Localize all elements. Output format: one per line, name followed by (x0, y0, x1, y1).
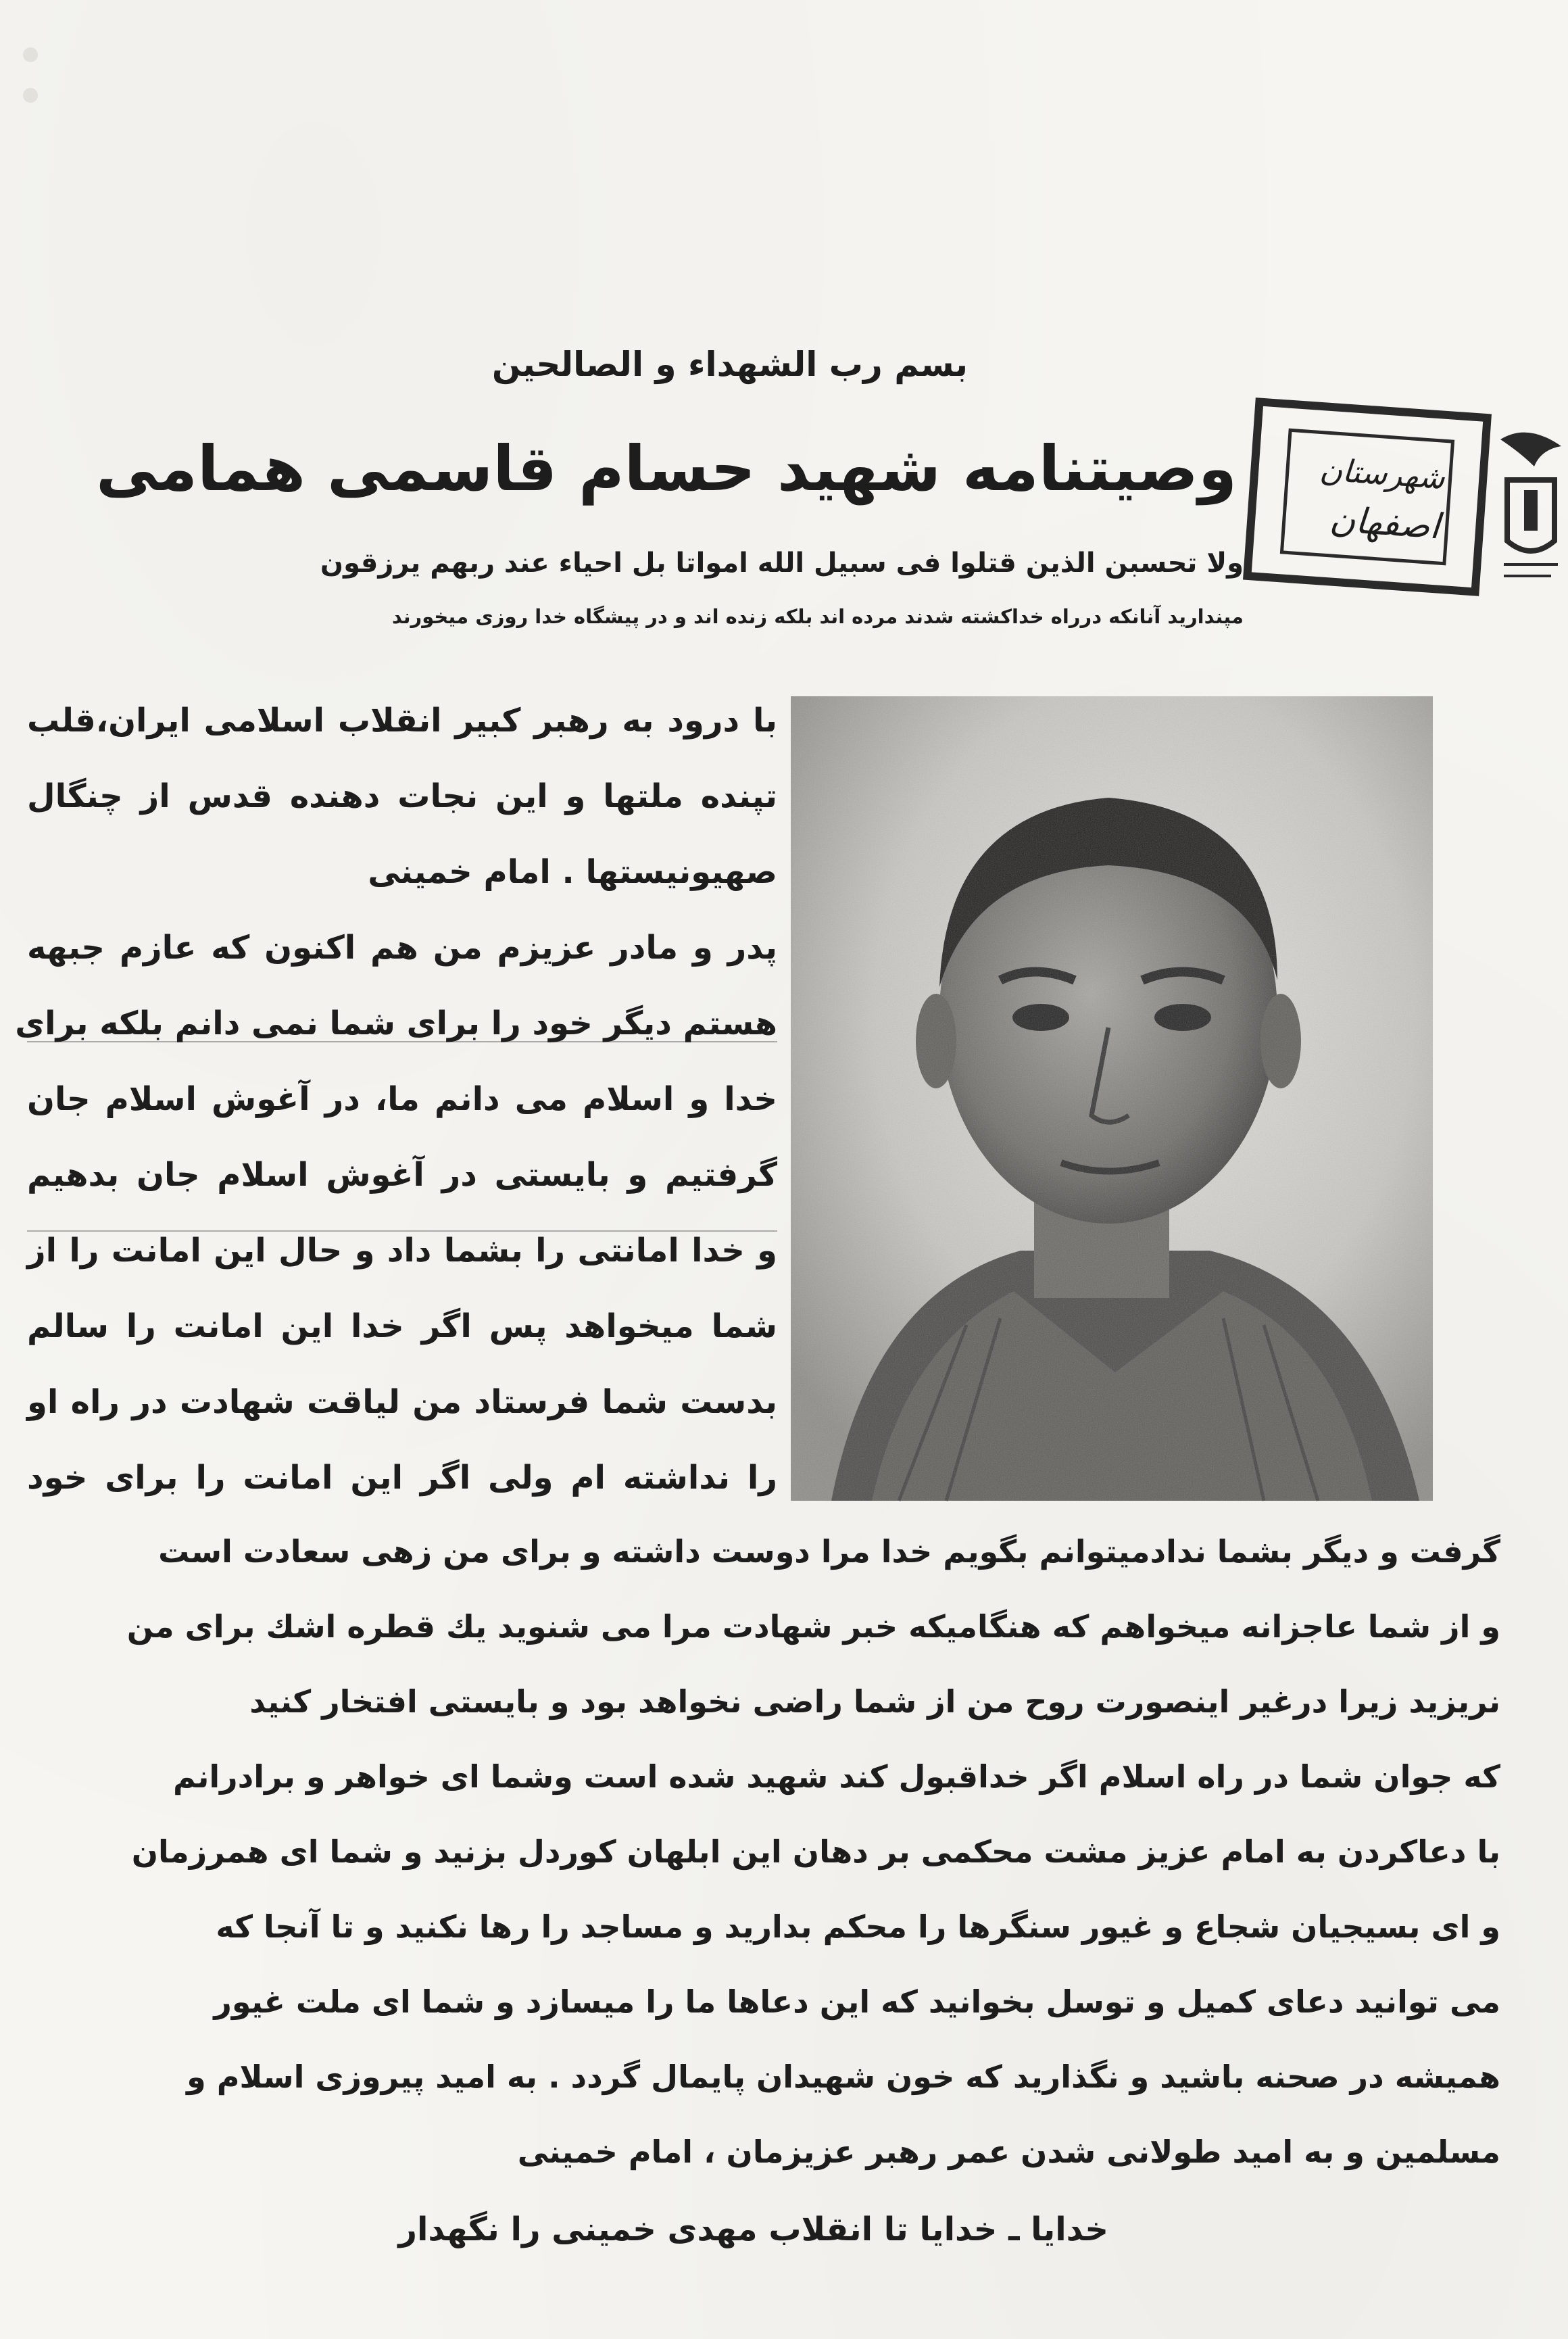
text-line: و ای بسیجیان شجاع و غیور سنگرها را محکم بدارید و مساجد را رها نکنید و تا آنجا که (216, 1908, 1500, 1945)
text-line: گرفتیم و بایستی در آغوش اسلام جان بدهیم (27, 1156, 777, 1194)
quran-verse: ولا تحسبن الذين قتلوا فی سبيل الله امواتا بل احياء عند ربهم يرزقون (320, 548, 1244, 579)
testament-text-full (126, 1514, 1500, 2190)
city-stamp (1243, 397, 1492, 596)
text-line: و از شما عاجزانه میخواهم که هنگامیکه خبر شهادت مرا می شنوید یك قطره اشك برای من (126, 1608, 1500, 1645)
text-line: می توانید دعای کمیل و توسل بخوانید که این دعاها ما را میسازد و شما ای ملت غیور (214, 1983, 1500, 2020)
text-line: نریزید زیرا درغیر اینصورت روح من از شما راضی نخواهد بود و بایستی افتخار کنید (249, 1683, 1500, 1720)
text-line: که جوان شما در راه اسلام اگر خداقبول کند شهید شده است وشما ای خواهر و برادرانم (173, 1758, 1500, 1795)
stamp-line-1: شهرستان (1318, 451, 1446, 496)
stamp-line-2: اصفهان (1328, 499, 1442, 548)
binder-hole (23, 88, 38, 103)
binder-hole (23, 47, 38, 62)
scan-line (27, 1041, 777, 1042)
portrait-photo-icon (791, 696, 1433, 1501)
closing-prayer: خدایا ـ خدایا تا انقلاب مهدی خمینی را نگهدار (398, 2211, 1108, 2248)
text-line: گرفت و دیگر بشما ندادمیتوانم بگویم خدا مرا دوست داشته و برای من زهی سعادت است (158, 1533, 1500, 1570)
testament-text-column (15, 683, 777, 1516)
text-line: پدر و مادر عزیزم من هم اکنون که عازم جبهه (27, 929, 777, 967)
basmala-heading: بسم رب الشهداء و الصالحين (491, 345, 969, 384)
page-title: وصیتنامه شهید حسام قاسمی همامی (95, 433, 1237, 505)
text-line: هستم دیگر خود را برای شما نمی دانم بلکه برای (15, 1005, 777, 1042)
text-line: همیشه در صحنه باشید و نگذارید که خون شهیدان پایمال گردد . به امید پیروزی اسلام و (187, 2058, 1500, 2095)
verse-translation: مپندارید آنانکه درراه خداکشته شدند مرده اند بلکه زنده اند و در پیشگاه خدا روزی میخورند (391, 605, 1244, 628)
text-line: شما میخواهد پس اگر خدا این امانت را سالم (27, 1307, 777, 1345)
text-line: صهیونیستها . امام خمینی (368, 853, 777, 891)
text-line: مسلمین و به امید طولانی شدن عمر رهبر عزیزمان ، امام خمینی (517, 2133, 1500, 2170)
text-line: با دعاکردن به امام عزیز مشت محکمی بر دهان این ابلهان کوردل بزنید و شما ای همرزمان (131, 1833, 1500, 1870)
text-line: تپنده ملتها و این نجات دهنده قدس از چنگال (27, 777, 777, 815)
scan-line (27, 1230, 777, 1232)
text-line: با درود به رهبر کبیر انقلاب اسلامی ایران،قلب (27, 702, 777, 740)
text-line: را نداشته ام ولی اگر این امانت را برای خود (27, 1459, 777, 1497)
portrait-photo (791, 696, 1433, 1501)
text-line: و خدا امانتی را بشما داد و حال این امانت را از (27, 1232, 777, 1270)
martyrs-foundation-emblem-icon (1487, 419, 1568, 588)
text-line: خدا و اسلام می دانم ما، در آغوش اسلام جان (27, 1080, 777, 1118)
text-line: بدست شما فرستاد من لیاقت شهادت در راه او (27, 1383, 777, 1421)
